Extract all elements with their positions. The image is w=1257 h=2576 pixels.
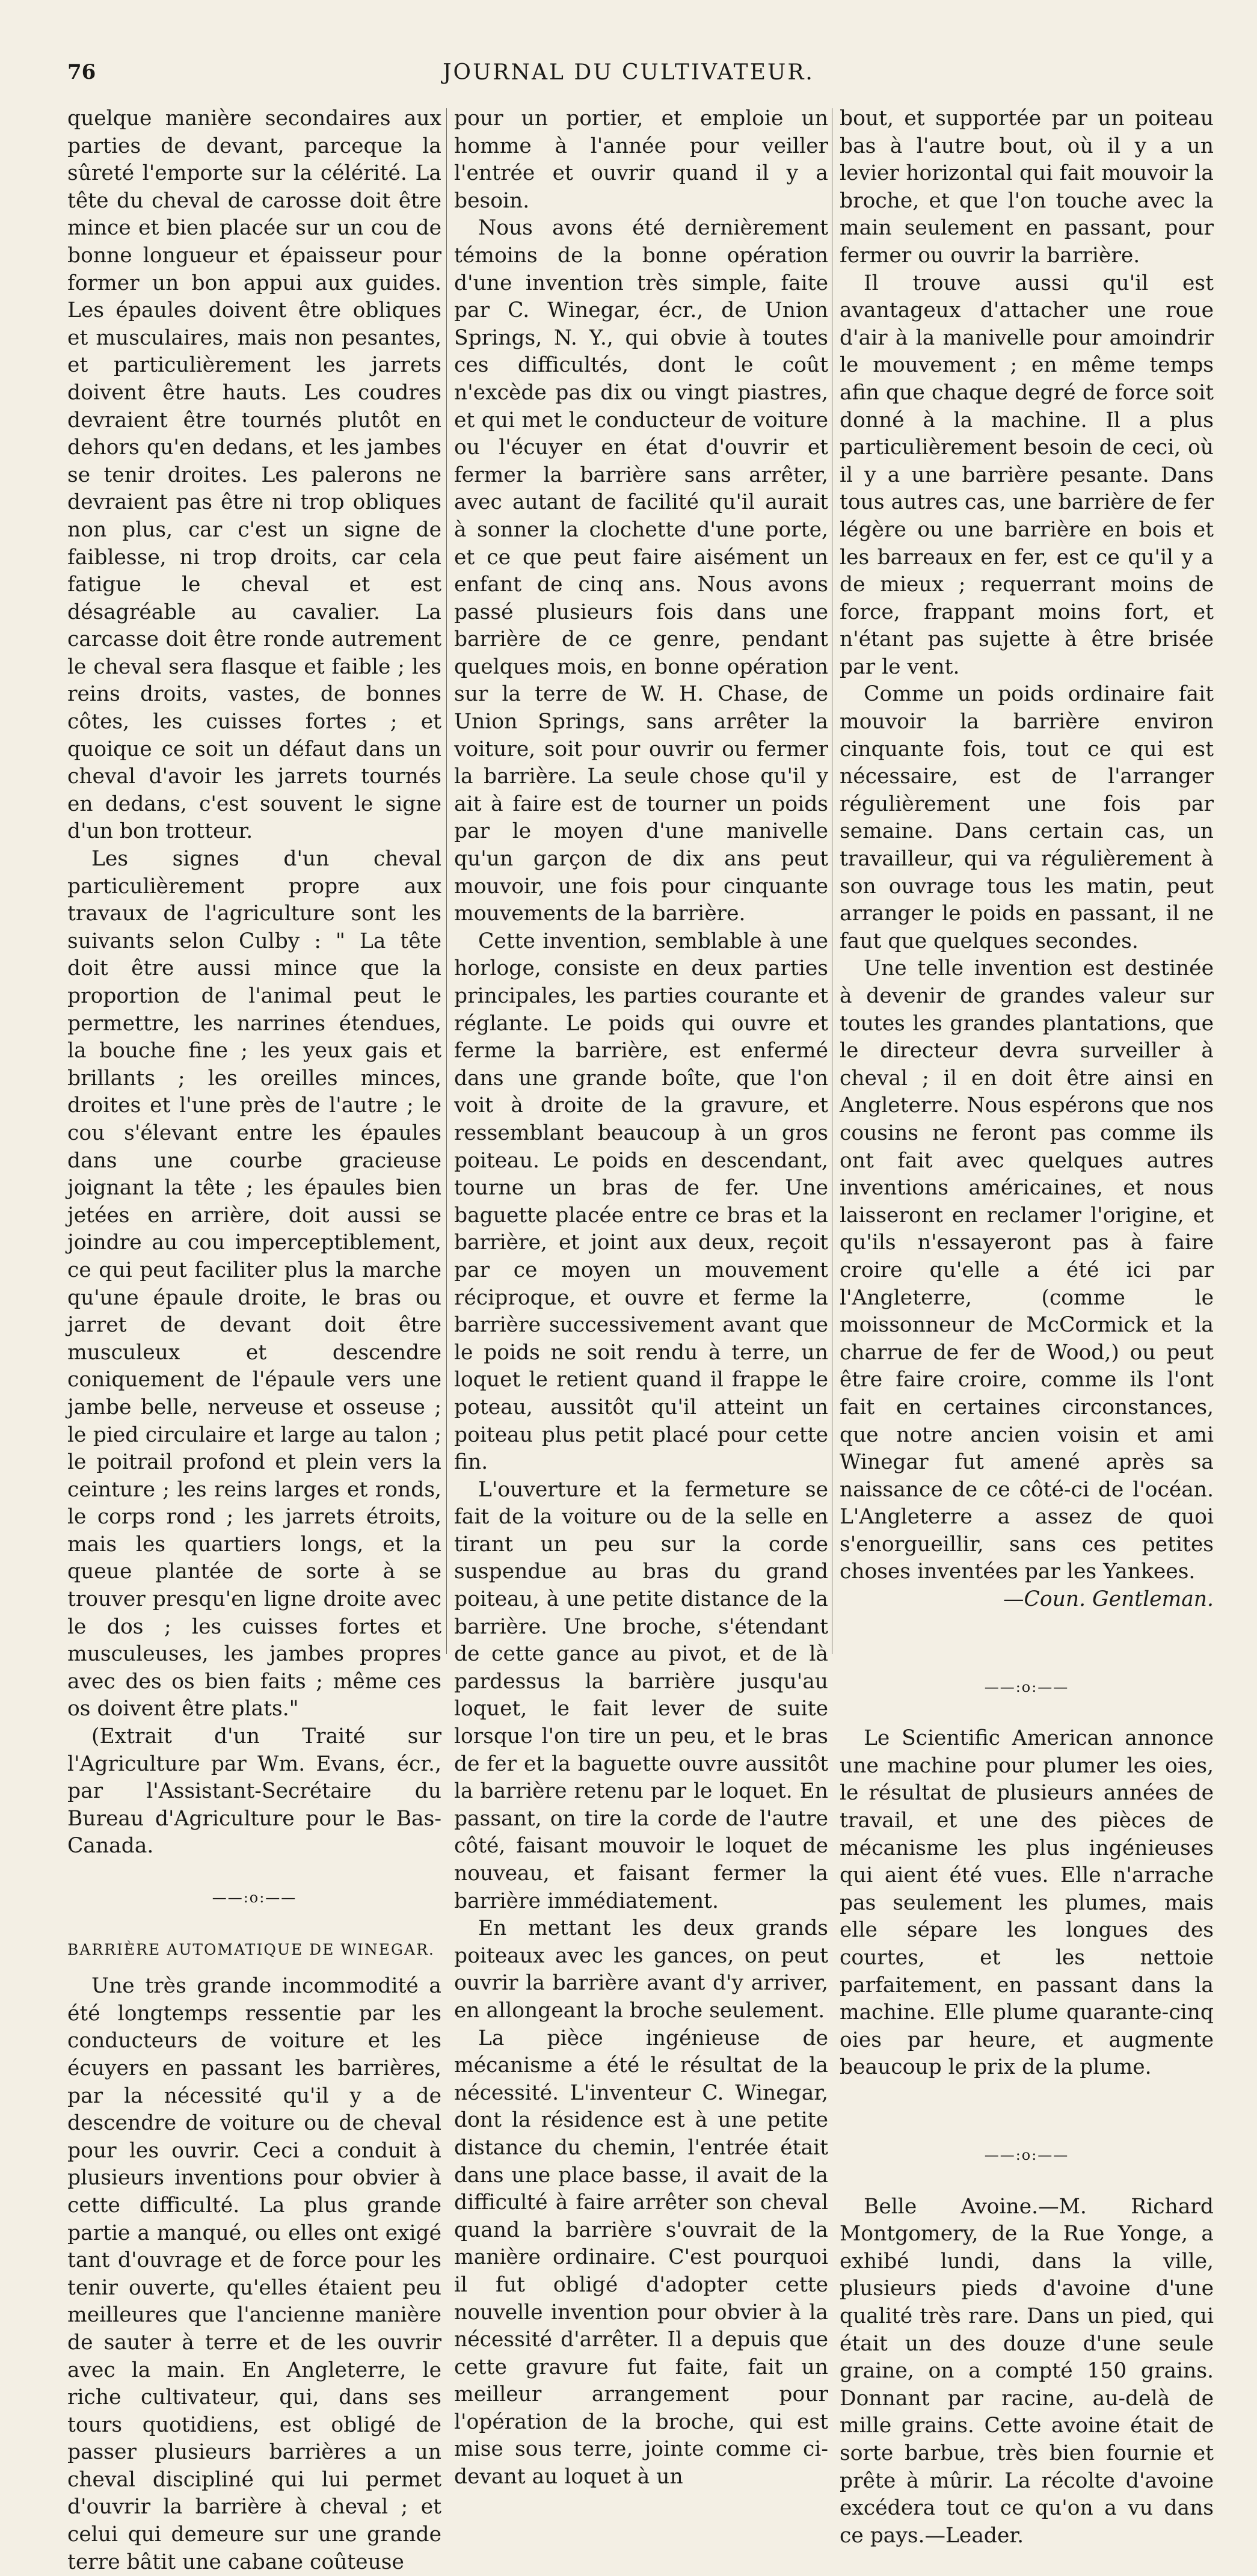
spacer bbox=[840, 1614, 1214, 1650]
page-number: 76 bbox=[67, 60, 96, 84]
column-3 bbox=[840, 105, 1214, 2550]
separator: ——:o:—— bbox=[212, 1889, 297, 1906]
paragraph: bout, et supportée par un poiteau bas à l'autre bout, où il y a un levier horizontal qui fait mouvoir la broche, et que l'on touche avec la main seulement en passant, pour fermer ou ouvrir la barrière. bbox=[840, 106, 1214, 268]
paragraph: Belle Avoine.—M. Richard Montgomery, de la Rue Yonge, a exhibé lundi, dans la ville, plusieurs pieds d'avoine d'une qualité très rare. Dans un pied, qui était un des douze d'une seule graine, on a compté 150 grains. Donnant par racine, au-delà de mille grains. Cette avoine était de sorte barbue, très bien fournie et prête à mûrir. La récolte d'avoine excédera tout ce qu'on a vu dans ce pays.—Leader. bbox=[840, 2194, 1214, 2548]
separator: ——:o:—— bbox=[984, 2146, 1069, 2163]
separator: ——:o:—— bbox=[984, 1678, 1069, 1695]
paragraph: Nous avons été dernièrement témoins de la bonne opération d'une invention très simple, faite par C. Winegar, écr., de Union Springs, N. Y., qui obvie à toutes ces difficultés, dont le coût n'excède pas dix ou vingt piastres, et qui met le conducteur de voiture ou l'écuyer en état d'ouvrir et fermer la barrière sans arrêter, avec autant de facilité qu'il aurait à sonner la clochette d'une porte, et ce que peut faire aisément un enfant de cinq ans. Nous avons passé plusieurs fois dans une barrière de ce genre, pendant quelques mois, en bonne opération sur la terre de W. H. Chase, de Union Springs, sans arrêter la voiture, soit pour ouvrir ou fermer la barrière. La seule chose qu'il y ait à faire est de tourner un poids par le moyen d'une manivelle qu'un garçon de dix ans peut mouvoir, une fois pour cinquante mouvements de la barrière. bbox=[454, 216, 828, 926]
paragraph: Il trouve aussi qu'il est avantageux d'attacher une roue d'air à la manivelle pour amoindrir le mouvement ; en même temps afin que chaque degré de force soit donné à la machine. Il a plus particulièrement besoin de ceci, où il y a une barrière pesante. Dans tous autres cas, une barrière de fer légère ou une barrière en bois et les barreaux en fer, est ce qu'il y a de mieux ; requerrant moins de force, frappant moins fort, et n'étant pas sujette à être brisée par le vent. bbox=[840, 271, 1214, 679]
column-rule-1 bbox=[446, 108, 447, 1654]
column-2 bbox=[454, 105, 828, 2491]
paragraph: (Extrait d'un Traité sur l'Agriculture par Wm. Evans, écr., par l'Assistant-Secrétaire du Bureau d'Agriculture pour le Bas-Canada. bbox=[67, 1724, 441, 1858]
signature: —Coun. Gentleman. bbox=[1003, 1587, 1214, 1612]
paragraph: Le Scientific American annonce une machine pour plumer les oies, le résultat de plusieurs années de travail, et une des pièces de mécanisme les plus ingénieuses qui aient été vues. Elle n'arrache pas seulement les plumes, mais elle sépare les longues des courtes, et les nettoie parfaitement, en passant dans la machine. Elle plume quarante-cinq oies par heure, et augmente beaucoup le prix de la plume. bbox=[840, 1726, 1214, 2080]
paragraph: pour un portier, et emploie un homme à l'année pour veiller l'entrée et ouvrir quand il y a besoin. bbox=[454, 106, 828, 213]
paragraph: quelque manière secondaires aux parties de devant, parceque la sûreté l'emporte sur la célérité. La tête du cheval de carosse doit être mince et bien placée sur un cou de bonne longueur et épaisseur pour former un bon appui aux guides. Les épaules doivent être obliques et musculaires, mais non pesantes, et particulièrement les jarrets doivent être hauts. Les coudres devraient être tournés plutôt en dehors qu'en dedans, et les jambes se tenir droites. Les palerons ne devraient pas être ni trop obliques non plus, car c'est un signe de faiblesse, ni trop droits, car cela fatigue le cheval et est désagréable au cavalier. La carcasse doit être ronde autrement le cheval sera flasque et faible ; les reins droits, vastes, de bonnes côtes, les cuisses fortes ; et quoique ce soit un défaut dans un cheval d'avoir les jarrets tournés en dedans, c'est souvent le signe d'un bon trotteur. bbox=[67, 106, 441, 844]
paragraph: Comme un poids ordinaire fait mouvoir la barrière environ cinquante fois, tout ce qui est nécessaire, est de l'arranger régulièrement une fois par semaine. Dans certain cas, un travailleur, qui va régulièrement à son ouvrage tous les matin, peut arranger le poids en passant, il ne faut que quelques secondes. bbox=[840, 682, 1214, 953]
paragraph: Les signes d'un cheval particulièrement propre aux travaux de l'agriculture sont les suivants selon Culby : " La tête doit être aussi mince que la proportion de l'animal peut le permettre, les narrines étendues, la bouche fine ; les yeux gais et brillants ; les oreilles minces, droites et l'une près de l'autre ; le cou s'élevant entre les épaules dans une courbe gracieuse joignant la tête ; les épaules bien jetées en arrière, doit aussi se joindre au cou imperceptiblement, ce qui peut faciliter plus la marche qu'une épaule droite, le bras ou jarret de devant doit être musculeux et descendre coniquement de l'épaule vers une jambe belle, nerveuse et osseuse ; le pied circulaire et large au talon ; le poitrail profond et plein vers la ceinture ; les reins larges et ronds, le corps rond ; les jarrets étroits, mais les quartiers longs, et la queue plantée de sorte à se trouver presqu'en ligne droite avec le dos ; les cuisses fortes et musculeuses, les jambes propres avec des os bien faits ; même ces os doivent être plats." bbox=[67, 847, 441, 1721]
paragraph: L'ouverture et la fermeture se fait de la voiture ou de la selle en tirant un peu sur la corde suspendue au bras du grand poiteau, à une petite distance de la barrière. Une broche, s'étendant de cette gance au pivot, et de là pardessus la barrière jusqu'au loquet, le fait lever de suite lorsque l'on tire un peu, et le bras de fer et la baguette ouvre aussitôt la barrière retenu par le loquet. En passant, on tire la corde de l'autre côté, faisant mouvoir le loquet de nouveau, et faisant fermer la barrière immédiatement. bbox=[454, 1477, 828, 1913]
section-title: BARRIÈRE AUTOMATIQUE DE WINEGAR. bbox=[67, 1940, 435, 1958]
paragraph: La pièce ingénieuse de mécanisme a été le résultat de la nécessité. L'inventeur C. Winegar, dont la résidence est à une petite distance du chemin, l'entrée était dans une place basse, il avait de la difficulté à faire arrêter son cheval quand la barrière s'ouvrait de la manière ordinaire. C'est pourquoi il fut obligé d'adopter cette nouvelle invention pour obvier à la nécessité d'arrêter. Il a depuis que cette gravure fut faite, fait un meilleur arrangement pour l'opération de la broche, qui est mise sous terre, jointe comme ci-devant au loquet à un bbox=[454, 2026, 828, 2489]
spacer bbox=[840, 2082, 1214, 2118]
column-1 bbox=[67, 105, 441, 2576]
paragraph: Une telle invention est destinée à devenir de grandes valeur sur toutes les grandes plantations, que le directeur devra surveiller à cheval ; il en doit être ainsi en Angleterre. Nous espérons que nos cousins ne feront pas comme ils ont fait avec quelques autres inventions américaines, et nous laisseront en reclamer l'origine, et qu'ils n'essayeront pas à faire croire qu'elle a été ici par l'Angleterre, (comme le moissonneur de McCormick et la charrue de fer de Wood,) ou peut être faire croire, comme ils l'ont fait en certaines circonstances, que notre ancien voisin et ami Winegar fut amené après sa naissance de ce côté-ci de l'océan. L'Angleterre a assez de quoi s'enorgueillir, sans ces petites choses inventées par les Yankees. bbox=[840, 956, 1214, 1584]
paragraph: Une très grande incommodité a été longtemps ressentie par les conducteurs de voiture et les écuyers en passant les barrières, par la nécessité qu'il y a de descendre de voiture ou de cheval pour les ouvrir. Ceci a conduit à plusieurs inventions pour obvier à cette difficulté. La plus grande partie a manqué, ou elles ont exigé tant d'ouvrage et de force pour les tenir ouverte, qu'elles étaient peu meilleures que l'ancienne manière de sauter à terre et de les ouvrir avec la main. En Angleterre, le riche cultivateur, qui, dans ses tours quotidiens, est obligé de passer plusieurs barrières a un cheval discipliné qui lui permet d'ouvrir la barrière à cheval ; et celui qui demeure sur une grande terre bâtit une cabane coûteuse bbox=[67, 1974, 441, 2574]
paragraph: Cette invention, semblable à une horloge, consiste en deux parties principales, les parties courante et réglante. Le poids qui ouvre et ferme la barrière, est enfermé dans une grande boîte, que l'on voit à droite de la gravure, et ressemblant beaucoup à un gros poiteau. Le poids en descendant, tourne un bras de fer. Une baguette placée entre ce bras et la barrière, et joint aux deux, reçoit par ce moyen un mouvement réciproque, et ouvre et ferme la barrière successivement avant que le poids ne soit rendu à terre, un loquet le retient quand il frappe le poteau, aussitôt qu'il atteint un poiteau plus petit placé pour cette fin. bbox=[454, 929, 828, 1475]
running-head: JOURNAL DU CULTIVATEUR. bbox=[443, 60, 814, 85]
paragraph: En mettant les deux grands poiteaux avec les gances, on peut ouvrir la barrière avant d'y arriver, en allongeant la broche seulement. bbox=[454, 1916, 828, 2023]
